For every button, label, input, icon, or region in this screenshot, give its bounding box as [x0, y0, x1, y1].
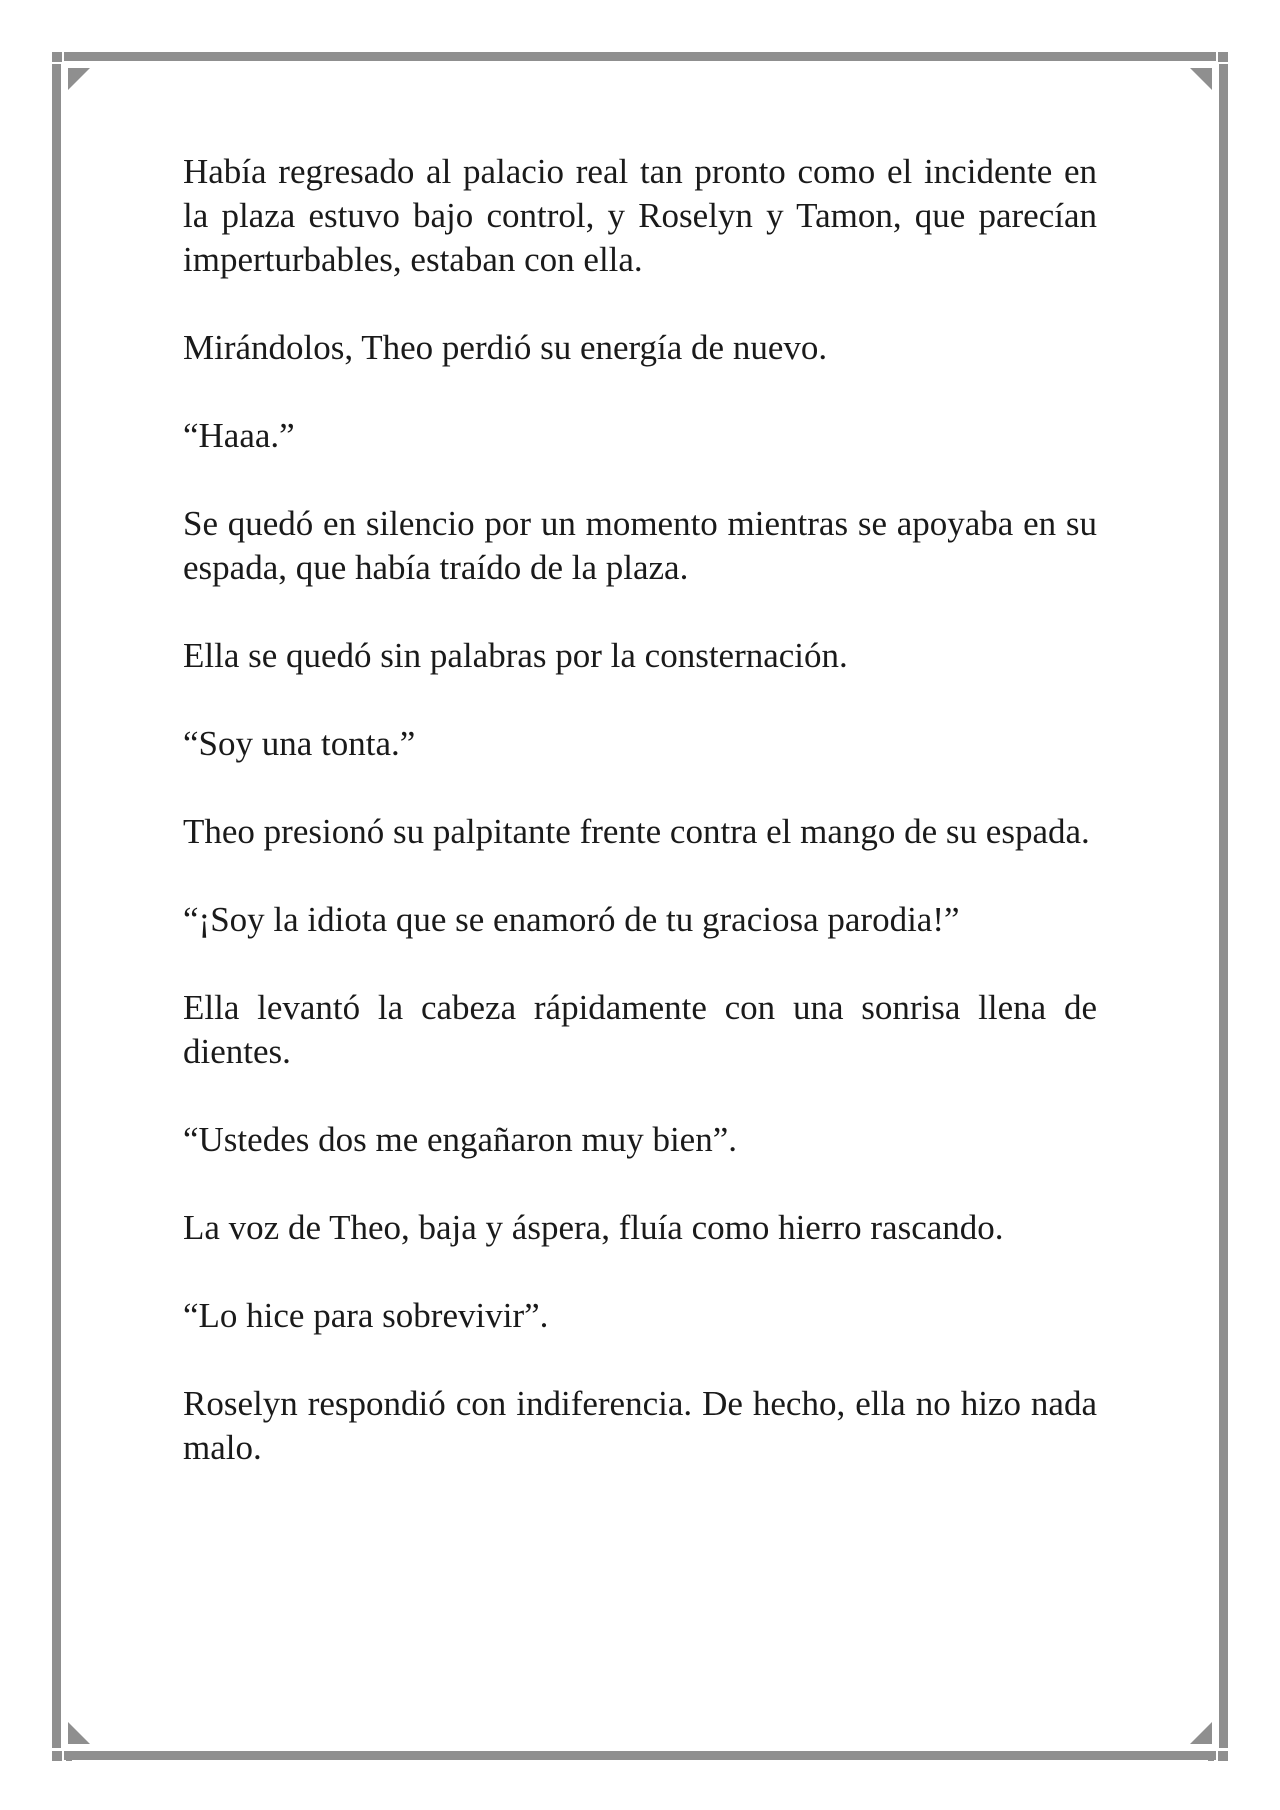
paragraph-11: La voz de Theo, baja y áspera, fluía como hierro rascando.: [183, 1208, 1004, 1247]
document-body: [183, 150, 1097, 1514]
frame-right-border: [1219, 64, 1228, 1748]
corner-triangle-bottom-left-icon: [68, 1722, 90, 1744]
frame-top-border: [64, 52, 1216, 61]
paragraph-4: Se quedó en silencio por un momento mientras se apoyaba en su espada, que había traído de la plaza.: [183, 504, 1097, 587]
paragraph-7: Theo presionó su palpitante frente contra el mango de su espada.: [183, 812, 1090, 851]
corner-dot-top-right: [1222, 66, 1228, 72]
paragraph-8: “¡Soy la idiota que se enamoró de tu graciosa parodia!”: [183, 900, 960, 939]
paragraph-5: Ella se quedó sin palabras por la consternación.: [183, 636, 848, 675]
paragraph-9: Ella levantó la cabeza rápidamente con una sonrisa llena de dientes.: [183, 988, 1097, 1071]
corner-dot-top-left: [52, 66, 58, 72]
corner-dot-top-right-2: [1208, 52, 1214, 58]
corner-dot-top-left-2: [66, 52, 72, 58]
corner-triangle-bottom-right-icon: [1190, 1722, 1212, 1744]
paragraph-12: “Lo hice para sobrevivir”.: [183, 1296, 549, 1335]
frame-left-border: [52, 64, 61, 1748]
corner-dot-bottom-left-2: [66, 1755, 72, 1761]
paragraph-13: Roselyn respondió con indiferencia. De hecho, ella no hizo nada malo.: [183, 1384, 1097, 1467]
paragraph-2: Mirándolos, Theo perdió su energía de nuevo.: [183, 328, 828, 367]
paragraph-6: “Soy una tonta.”: [183, 724, 416, 763]
corner-square-bottom-left: [52, 1751, 62, 1761]
paragraph-1: Había regresado al palacio real tan pronto como el incidente en la plaza estuvo bajo control, y Roselyn y Tamon, que parecían imperturbables, estaban con ella.: [183, 152, 1097, 279]
corner-square-bottom-right: [1218, 1751, 1228, 1761]
paragraph-10: “Ustedes dos me engañaron muy bien”.: [183, 1120, 738, 1159]
frame-bottom-border: [64, 1751, 1216, 1760]
corner-dot-bottom-right-2: [1208, 1755, 1214, 1761]
corner-dot-bottom-right: [1222, 1741, 1228, 1747]
corner-triangle-top-left-icon: [68, 68, 90, 90]
paragraph-3: “Haaa.”: [183, 416, 295, 455]
corner-square-top-right: [1218, 52, 1228, 62]
corner-triangle-top-right-icon: [1190, 68, 1212, 90]
corner-square-top-left: [52, 52, 62, 62]
corner-dot-bottom-left: [52, 1741, 58, 1747]
